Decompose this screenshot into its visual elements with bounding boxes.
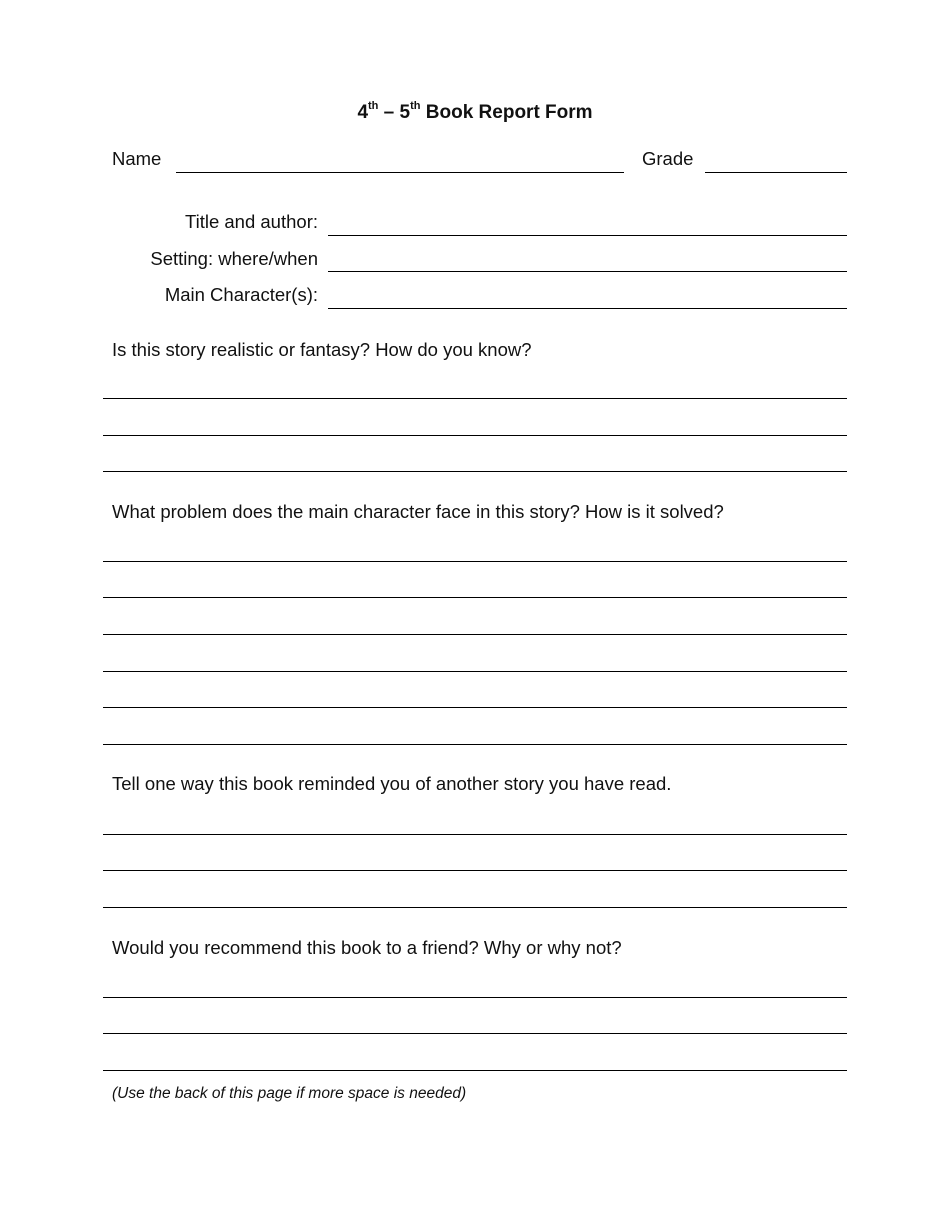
- answer-line[interactable]: [103, 561, 847, 562]
- page-title: 4th – 5th Book Report Form: [357, 99, 593, 123]
- answer-line[interactable]: [103, 997, 847, 998]
- answer-line[interactable]: [103, 398, 847, 399]
- title-author-field[interactable]: [328, 235, 847, 236]
- answer-line[interactable]: [103, 471, 847, 472]
- grade-field[interactable]: [705, 172, 847, 173]
- main-characters-label: Main Character(s):: [164, 284, 318, 305]
- answer-line[interactable]: [103, 634, 847, 635]
- answer-line[interactable]: [103, 744, 847, 745]
- setting-field[interactable]: [328, 271, 847, 272]
- answer-line[interactable]: [103, 834, 847, 835]
- grade-label: Grade: [642, 148, 694, 169]
- question-4: Would you recommend this book to a friend? Why or why not?: [112, 937, 622, 958]
- answer-line[interactable]: [103, 1033, 847, 1034]
- question-2: What problem does the main character face in this story? How is it solved?: [112, 501, 724, 522]
- answer-line[interactable]: [103, 597, 847, 598]
- answer-line[interactable]: [103, 1070, 847, 1071]
- question-3: Tell one way this book reminded you of another story you have read.: [112, 773, 672, 794]
- answer-line[interactable]: [103, 907, 847, 908]
- answer-line[interactable]: [103, 671, 847, 672]
- name-label: Name: [112, 148, 162, 169]
- answer-line[interactable]: [103, 707, 847, 708]
- question-1: Is this story realistic or fantasy? How do you know?: [112, 339, 532, 360]
- setting-label: Setting: where/when: [150, 248, 318, 269]
- name-field[interactable]: [176, 172, 624, 173]
- title-author-label: Title and author:: [184, 211, 318, 232]
- answer-line[interactable]: [103, 870, 847, 871]
- answer-line[interactable]: [103, 435, 847, 436]
- footer-note: (Use the back of this page if more space is needed): [112, 1085, 467, 1102]
- main-characters-field[interactable]: [328, 308, 847, 309]
